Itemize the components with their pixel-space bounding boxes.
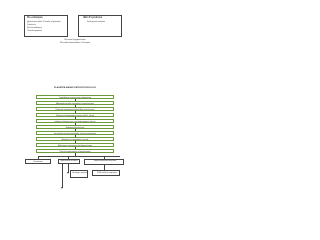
hellp-syndrome-box — [78, 15, 122, 37]
pre-eclampsia-line-1: Hypertension (after 20 weeks of gestation) — [27, 21, 61, 23]
flow-step: Activation of coagulation cascade — [36, 137, 114, 141]
flow-step: Abnormal vascular remodeling of spiral arteries — [36, 101, 114, 105]
hellp-line-1: Fetal growth restriction — [87, 21, 106, 23]
proteinuria-box: Proteinuria — [25, 159, 51, 164]
flow-step: Clinical manifestations of preeclampsia — [36, 149, 114, 153]
arrow-head — [67, 172, 69, 174]
pre-eclampsia-box — [24, 15, 68, 37]
pre-eclampsia-line-4: Thrombocytopenia — [27, 30, 42, 32]
hypertension-edema-box: Hypertension & edema — [58, 159, 80, 164]
branch-horizontal — [38, 156, 120, 157]
pre-eclampsia-line-2: Proteinuria — [27, 24, 36, 26]
hellp-title: HELLP syndrome — [83, 17, 103, 19]
flow-step: Trophoblastic invasion into endometrium — [36, 95, 114, 99]
iugr-box: IUGR and fetal compromise — [92, 170, 120, 176]
flow-step: Imbalance between pro- and antiangiogenic factors — [36, 119, 114, 123]
pre-eclampsia-title: Pre-eclampsia — [27, 17, 43, 19]
flow-step: Increased vascular permeability and vasoconstriction — [36, 131, 114, 135]
center-line-1: Placental hypoperfusion — [64, 39, 86, 41]
pre-eclampsia-line-3: Renal insufficiency — [27, 27, 42, 29]
neurologic-symptoms-box: Neurologic symptoms — [70, 170, 88, 178]
flow-step: Multi-organ involvement and hypoperfusion — [36, 143, 114, 147]
arrow-stem — [62, 164, 63, 188]
flow-step: Release of antiangiogenic factors (sFlt-1, sEng) — [36, 113, 114, 117]
flow-step: Endothelial dysfunction — [36, 125, 114, 129]
center-line-2: Placental abnormalities / Ischemia — [59, 42, 91, 44]
flowchart-title: PLASENTA BASED PATHOPHYSIOLOGY — [53, 87, 97, 89]
arrow-head — [61, 187, 63, 189]
flow-step: Reduced uteroplacental blood flow and ischemia — [36, 107, 114, 111]
reduced-placental-flow-box: Reduced placental blood flow — [84, 159, 124, 165]
